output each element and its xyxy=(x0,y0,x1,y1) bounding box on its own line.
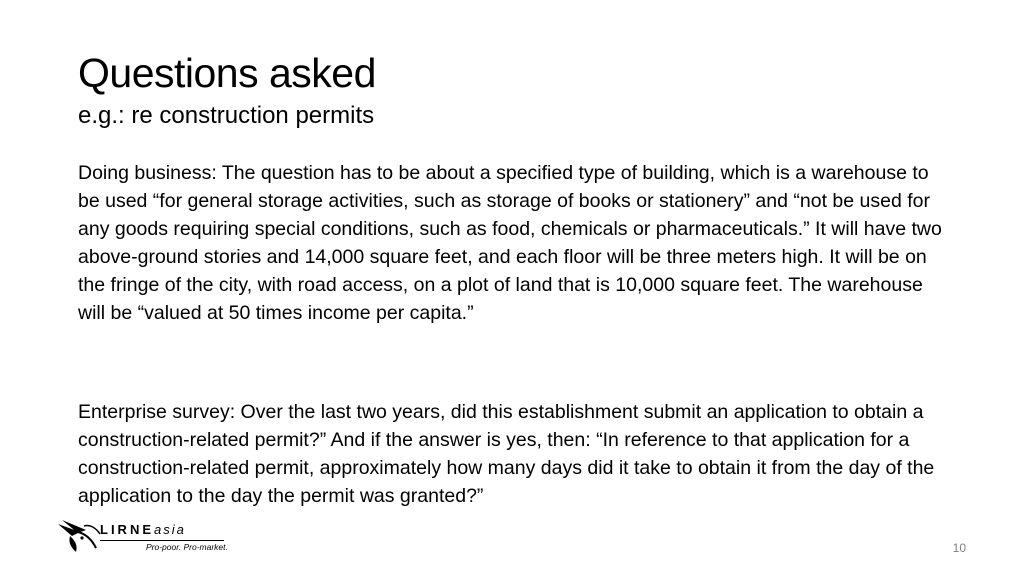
bird-logo-icon xyxy=(56,518,102,554)
logo-wordmark xyxy=(100,522,186,537)
lirneasia-logo xyxy=(56,518,236,558)
slide-subtitle: e.g.: re construction permits xyxy=(78,102,375,129)
slide-title: Questions asked xyxy=(78,50,376,96)
page-number: 10 xyxy=(952,541,966,555)
logo-name-suffix: asia xyxy=(154,522,186,537)
paragraph-doing-business: Doing business: The question has to be about a specified type of building, which is a warehouse to be used “for general storage activities, such as storage of books or stationery” and “not be used for any goods requiring special conditions, such as food, chemicals or pharmaceuticals.” It will have two above-ground stories and 14,000 square feet, and each floor will be three meters high. It will be on the fringe of the city, with road access, on a plot of land that is 10,000 square feet. The warehouse will be “valued at 50 times income per capita.” xyxy=(78,162,942,324)
logo-name-main: LIRNE xyxy=(100,522,154,537)
logo-tagline: Pro-poor. Pro-market. xyxy=(146,542,228,552)
logo-divider xyxy=(100,540,224,541)
paragraph-enterprise-survey: Enterprise survey: Over the last two years, did this establishment submit an application to obtain a construction-related permit?” And if the answer is yes, then: “In reference to that application for a construction-related permit, approximately how many days did it take to obtain it from the day of the application to the day the permit was granted?” xyxy=(78,401,935,507)
